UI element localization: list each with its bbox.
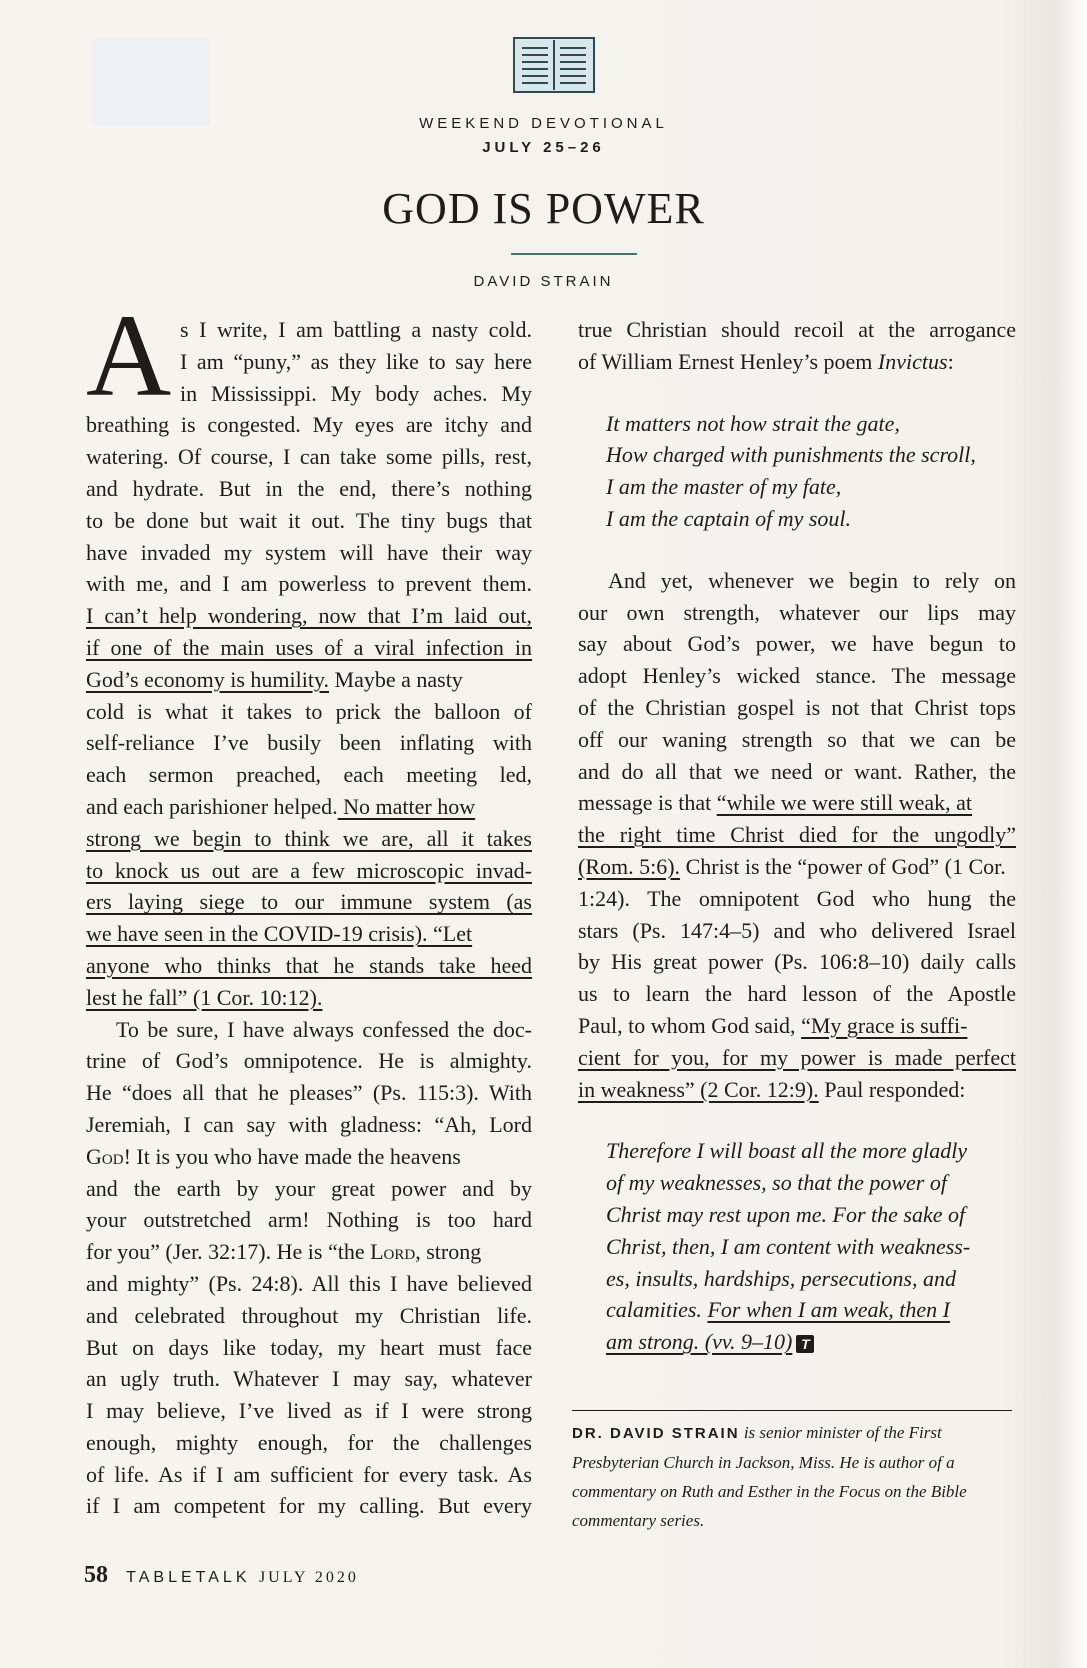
- text-line: enough, mighty enough, for the challenges: [86, 1429, 532, 1455]
- underlined-phrase: No matter how: [337, 793, 476, 819]
- text-line: cold is what it takes to prick the balloon of: [86, 698, 532, 724]
- bio-line: Presbyterian Church in Jackson, Miss. He is author of a: [572, 1453, 955, 1472]
- text-fragment: , strong: [415, 1239, 482, 1265]
- bio-text: is senior minister of the First: [739, 1423, 942, 1442]
- text-line: [86, 1236, 532, 1268]
- text-fragment: ! It is you who have made the heavens: [123, 1143, 461, 1169]
- page-footer: [84, 1562, 359, 1589]
- text-fragment: :: [947, 348, 954, 374]
- text-fragment: calamities.: [606, 1297, 708, 1323]
- text-line: your outstretched arm! Nothing is too hard: [86, 1207, 532, 1233]
- text-line: watering. Of course, I can take some pills, rest,: [86, 444, 532, 470]
- magazine-name: TABLETALK: [126, 1569, 251, 1586]
- text-line: breathing is congested. My eyes are itchy and: [86, 412, 532, 438]
- underlined-line: strong we begin to think we are, all it takes: [86, 825, 532, 851]
- text-fragment: for you” (Jer. 32:17). He is “the: [86, 1239, 371, 1265]
- text-line: And yet, whenever we begin to rely on: [608, 567, 1016, 593]
- text-fragment: Paul responded:: [818, 1076, 966, 1102]
- underlined-line: anyone who thinks that he stands take heed: [86, 952, 532, 978]
- open-book-logo-icon: [512, 36, 596, 94]
- underlined-line: to knock us out are a few microscopic invad-: [86, 857, 532, 883]
- drop-cap: A: [86, 290, 172, 421]
- spacer: [578, 378, 1016, 408]
- underlined-phrase: in weakness” (2 Cor. 12:9).: [578, 1076, 819, 1102]
- quote-line: of my weaknesses, so that the power of: [606, 1170, 947, 1196]
- text-line: an ugly truth. Whatever I may say, whatever: [86, 1366, 532, 1392]
- text-fragment: we have seen in the COVID-19 crisis).: [86, 921, 428, 947]
- small-caps-word: God: [86, 1143, 124, 1169]
- text-line: adopt Henley’s wicked stance. The message: [578, 663, 1016, 689]
- poem-line: How charged with punishments the scroll,: [606, 442, 976, 468]
- text-line: if I am competent for my calling. But every: [86, 1493, 532, 1519]
- quote-line: [578, 1326, 1016, 1358]
- quote-line: es, insults, hardships, persecutions, and: [606, 1265, 956, 1291]
- article-title: GOD IS POWER: [382, 184, 705, 233]
- page-number: 58: [84, 1562, 108, 1588]
- underlined-phrase: “My grace is suffi-: [801, 1012, 968, 1038]
- text-line: s I write, I am battling a nasty cold.: [180, 317, 532, 342]
- text-line: trine of God’s omnipotence. He is almighty.: [86, 1048, 532, 1074]
- text-line: But on days like today, my heart must face: [86, 1334, 532, 1360]
- underlined-line: I can’t help wondering, now that I’m laid out,: [86, 603, 532, 629]
- underlined-line: ers laying siege to our immune system (as: [86, 889, 532, 915]
- poem-title: Invictus: [877, 348, 948, 374]
- text-line: our own strength, whatever our lips may: [578, 599, 1016, 625]
- underlined-line: lest he fall” (1 Cor. 10:12).: [86, 984, 323, 1010]
- text-line: He “does all that he pleases” (Ps. 115:3). With: [86, 1080, 532, 1106]
- underlined-phrase: For when I am weak, then I: [707, 1297, 950, 1323]
- quote-line: Christ, then, I am content with weakness-: [606, 1233, 971, 1259]
- text-line: of the Christian gospel is not that Christ tops: [578, 694, 1016, 720]
- section-label: WEEKEND DEVOTIONAL: [419, 115, 668, 132]
- quote-line: Therefore I will boast all the more gladly: [606, 1138, 968, 1164]
- author-bio: [572, 1418, 1016, 1535]
- text-line: I may believe, I’ve lived as if I were strong: [86, 1398, 532, 1424]
- text-line: by His great power (Ps. 106:8–10) daily calls: [578, 949, 1016, 975]
- quote-line: Christ may rest upon me. For the sake of: [606, 1201, 966, 1227]
- bio-line: commentary series.: [572, 1511, 705, 1530]
- text-line: in Mississippi. My body aches. My: [180, 380, 532, 406]
- text-line: and the earth by your great power and by: [86, 1175, 532, 1201]
- text-line: To be sure, I have always confessed the doc-: [116, 1016, 532, 1042]
- underlined-phrase: am strong. (vv. 9–10): [606, 1329, 793, 1355]
- text-fragment: and each parishioner helped.: [86, 793, 338, 819]
- text-line: [578, 346, 1016, 378]
- underlined-line: [86, 918, 532, 950]
- text-line: have invaded my system will have their way: [86, 539, 532, 565]
- text-line: I am “puny,” as they like to say here: [180, 348, 532, 374]
- devotional-date: JULY 25–26: [482, 139, 605, 156]
- text-fragment: Paul, to whom God said,: [578, 1012, 802, 1038]
- quote-line: [578, 1294, 1016, 1326]
- bio-line: [572, 1418, 1016, 1448]
- underlined-line: if one of the main uses of a viral infection in: [86, 634, 532, 660]
- text-line: with me, and I am powerless to prevent them.: [86, 571, 532, 597]
- text-line: Jeremiah, I can say with gladness: “Ah, Lord: [86, 1111, 532, 1137]
- text-line: [578, 1074, 1016, 1106]
- text-line: [86, 1141, 532, 1173]
- title-divider: [511, 253, 637, 255]
- bio-line: commentary on Ruth and Esther in the Focus on the Bible: [572, 1482, 967, 1501]
- text-line: [578, 851, 1016, 883]
- bleed-through-shape: [92, 38, 210, 126]
- text-line: and hydrate. But in the end, there’s nothing: [86, 475, 532, 501]
- poem-line: It matters not how strait the gate,: [606, 410, 900, 436]
- spacer: [578, 1105, 1016, 1135]
- text-line: [578, 1010, 1016, 1042]
- tabletalk-end-mark-icon: T: [796, 1335, 814, 1353]
- text-line: off our waning strength so that we can be: [578, 726, 1016, 752]
- text-line: self-reliance I’ve busily been inflating with: [86, 730, 532, 756]
- text-line: 1:24). The omnipotent God who hung the: [578, 885, 1016, 911]
- text-line: of life. As if I am sufficient for every task. As: [86, 1461, 532, 1487]
- text-fragment: of William Ernest Henley’s poem: [578, 348, 878, 374]
- text-line: and do all that we need or want. Rather, the: [578, 758, 1016, 784]
- bio-name: DR. DAVID STRAIN: [572, 1425, 740, 1442]
- text-fragment: message is that: [578, 790, 717, 816]
- text-line: say about God’s power, we have begun to: [578, 631, 1016, 657]
- text-line: and mighty” (Ps. 24:8). All this I have believed: [86, 1270, 532, 1296]
- text-line: [86, 664, 532, 696]
- right-column: [578, 314, 1016, 1358]
- underlined-phrase: (Rom. 5:6).: [578, 853, 681, 879]
- text-fragment: “Let: [427, 921, 473, 947]
- text-fragment: Christ is the “power of God” (1 Cor.: [680, 853, 1006, 879]
- text-line: stars (Ps. 147:4–5) and who delivered Israel: [578, 917, 1016, 943]
- poem-line: I am the captain of my soul.: [606, 505, 852, 531]
- spacer: [578, 535, 1016, 565]
- text-line: us to learn the hard lesson of the Apostle: [578, 981, 1016, 1007]
- text-line: to be done but wait it out. The tiny bugs that: [86, 507, 532, 533]
- underlined-line: cient for you, for my power is made perfect: [578, 1044, 1016, 1070]
- poem-line: I am the master of my fate,: [606, 474, 842, 500]
- text-line: and celebrated throughout my Christian life.: [86, 1302, 532, 1328]
- underlined-phrase: “while we were still weak, at: [716, 790, 973, 816]
- bio-divider: [572, 1410, 1012, 1411]
- underlined-phrase: God’s economy is humility.: [86, 666, 330, 692]
- text-line: true Christian should recoil at the arrogance: [578, 317, 1016, 342]
- issue-date: JULY 2020: [258, 1569, 359, 1586]
- left-column: [86, 314, 532, 1522]
- text-line: each sermon preached, each meeting led,: [86, 762, 532, 788]
- text-line: [86, 791, 532, 823]
- underlined-line: the right time Christ died for the ungodly”: [578, 822, 1016, 848]
- text-line: [578, 787, 1016, 819]
- text-fragment: Maybe a nasty: [329, 666, 463, 692]
- article-author: DAVID STRAIN: [473, 273, 614, 290]
- small-caps-word: Lord: [370, 1239, 416, 1265]
